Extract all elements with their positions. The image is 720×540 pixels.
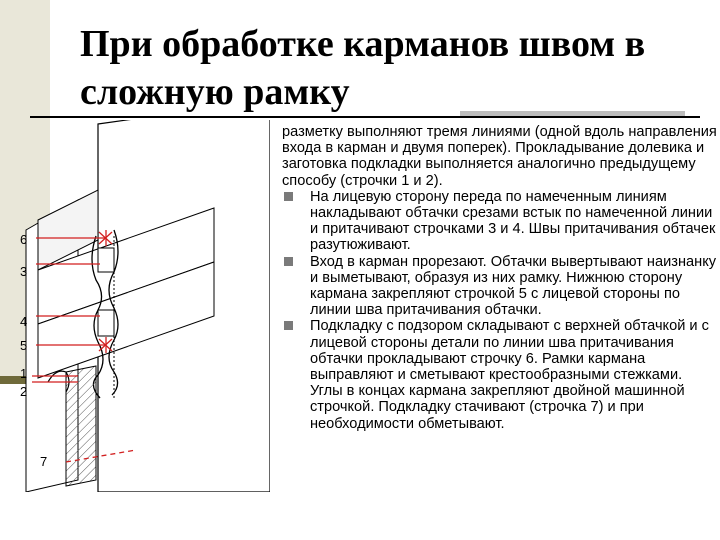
bullet-text: Подкладку с подзором складывают с верхней обтачкой и с лицевой стороны детали по линии шва притачивания обтачки прокладывают строчку 6. Рамки кармана выправляют и сметывают крестообразными стежками. Углы в концах кармана закрепляют двойной машинной строчкой. Подкладку стачивают (строчка 7) и при необходимости обметывают.	[310, 318, 709, 432]
slide-title: При обработке карманов швом в сложную рамку	[80, 23, 646, 113]
label-5: 5	[20, 338, 28, 353]
pocket-diagram	[18, 120, 270, 492]
welt-upper-lip	[98, 248, 114, 272]
label-2: 2	[20, 384, 28, 399]
label-1: 1	[20, 366, 28, 381]
square-bullet-icon	[284, 192, 293, 201]
lead-paragraph: разметку выполняют тремя линиями (одной вдоль направления входа в карман и двумя поперек). Прокладывание долевика и заготовка подкладки выполняется аналогично предыдущему способу (строчки 1 и 2).	[282, 124, 717, 189]
pocket-diagram-svg	[18, 120, 270, 492]
label-4: 4	[20, 314, 28, 329]
bullet-item	[282, 318, 718, 431]
pocket-lining-hatched	[66, 366, 96, 486]
slide-body	[282, 124, 718, 432]
square-bullet-icon	[284, 257, 293, 266]
label-3: 3	[20, 264, 28, 279]
bullet-text: На лицевую сторону переда по намеченным линиям накладывают обтачки срезами встык по намеченной линии и притачивают строчками 3 и 4. Швы притачивания обтачек разутюживают.	[310, 188, 716, 254]
label-7: 7	[40, 454, 48, 469]
title-underline	[30, 116, 700, 118]
bullet-text: Вход в карман прорезают. Обтачки вывертывают наизнанку и выметывают, образуя из них рамку. Нижнюю сторону кармана закрепляют строчкой 5 с лицевой стороны по линии шва притачивания обтачки.	[310, 253, 717, 319]
welt-lower-lip	[98, 310, 114, 336]
bullet-item	[282, 189, 718, 254]
label-6: 6	[20, 232, 28, 247]
square-bullet-icon	[284, 321, 293, 330]
bullet-item	[282, 254, 718, 319]
